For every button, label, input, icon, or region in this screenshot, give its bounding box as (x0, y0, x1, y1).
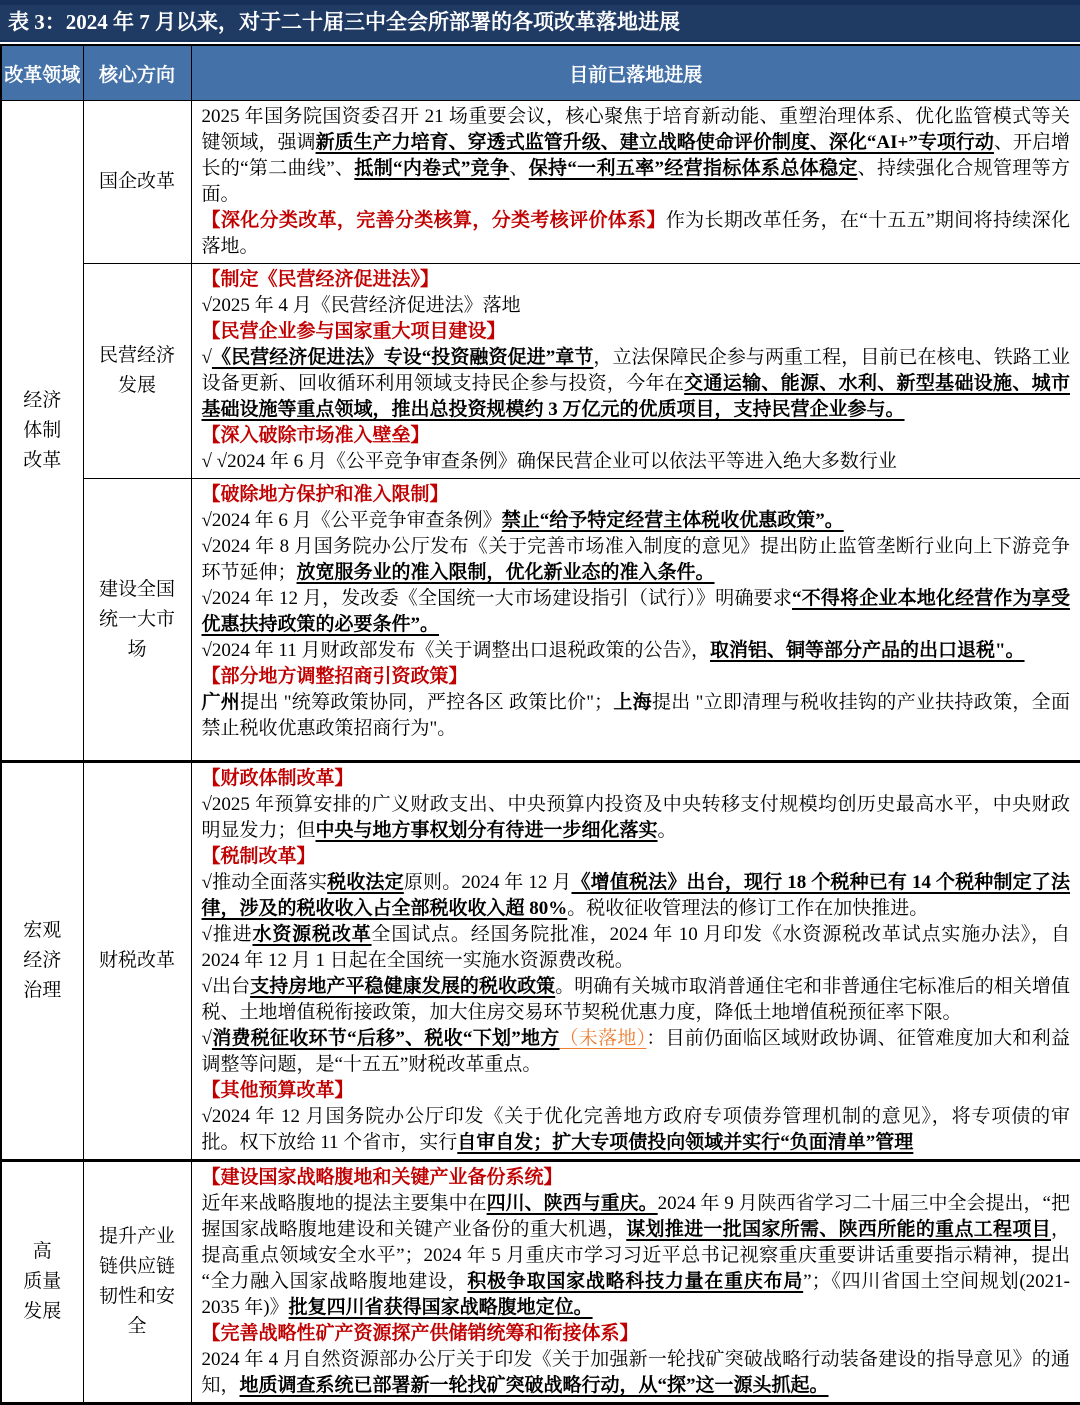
body-text: 。 (657, 820, 677, 841)
red-bracket-heading: 【税制改革】 (201, 846, 316, 867)
progress-paragraph (202, 319, 1071, 345)
emphasis-underline-text: 抵制“内卷式”竞争 (354, 158, 510, 179)
progress-paragraph (202, 482, 1071, 508)
core-direction-cell: 财税改革 (83, 762, 191, 1161)
reform-area-cell: 宏观 经济 治理 (1, 762, 83, 1161)
table-header-row (1, 45, 1080, 101)
emphasis-underline-text: 中央与地方事权划分有待进一步细化落实 (315, 820, 658, 841)
body-text: 。明确有关城市取消普通住宅和非普通住宅标准后的相关增值税、土地增值税衔接政策，加大住房交易环节契税优惠力度，降低土地增值税预征率下限。 (201, 976, 1070, 1023)
emphasis-underline-text: 禁止“给予特定经营主体税收优惠政策”。 (501, 510, 844, 531)
table-row (1, 264, 1080, 479)
progress-paragraph (202, 1347, 1071, 1399)
progress-paragraph (202, 1191, 1071, 1321)
emphasis-underline-text: 保持“一利五率”经营指标体系总体稳定 (528, 158, 858, 179)
progress-paragraph (202, 1026, 1071, 1078)
body-text: √2024 年 12 月，发改委《全国统一大市场建设指引（试行）》明确要求 (201, 588, 792, 609)
bold-text: 上海 (613, 692, 652, 713)
body-text: √2025 年 4 月《民营经济促进法》落地 (201, 295, 521, 316)
reform-area-cell: 经济 体制 改革 (1, 101, 83, 762)
body-text: √ √2024 年 6 月《公平竞争审查条例》确保民营企业可以依法平等进入绝大多数行业 (201, 451, 897, 472)
progress-cell (191, 479, 1080, 762)
body-text: √2024 年 6 月《公平竞争审查条例》 (201, 510, 502, 531)
body-text: 2024 年 4 月自然资源部办公厅关于印发《关于加强新一轮找矿突破战略行动装备建设的指导意见》的通知， (201, 1349, 1070, 1396)
progress-paragraph (202, 844, 1071, 870)
red-bracket-heading: 【深化分类改革，完善分类核算，分类考核评价体系】 (201, 210, 666, 231)
body-text: 、开启增长的“第二曲线”、 (201, 132, 1070, 179)
progress-cell (191, 762, 1080, 1161)
emphasis-underline-text: 交通运输、能源、水利、新型基础设施、城市基础设施等重点领域，推出总投资规模约 3 万亿元的优质项目，支持民营企业参与。 (201, 373, 1070, 420)
body-text: 原则。2024 年 12 月 (403, 872, 572, 893)
table-row (1, 762, 1080, 1161)
red-bracket-heading: 【制定《民营经济促进法》】 (201, 269, 440, 290)
progress-cell (191, 1161, 1080, 1404)
body-text: 2024 年 9 月陕西省学习二十届三中全会提出，“把握国家战略腹地建设和关键产业备份的重大机遇， (201, 1193, 1070, 1240)
emphasis-underline-text: 取消铝、铜等部分产品的出口退税"。 (709, 640, 1025, 661)
progress-paragraph (202, 1104, 1071, 1156)
body-text: √出台 (201, 976, 251, 997)
emphasis-underline-text: 自审自发；扩大专项债投向领域并实行“负面清单”管理 (457, 1132, 914, 1153)
progress-paragraph (202, 293, 1071, 319)
progress-paragraph (202, 534, 1071, 586)
progress-paragraph (202, 792, 1071, 844)
body-text: 提出 "立即清理与税收挂钩的产业扶持政策，全面禁止税收优惠政策招商行为"。 (201, 692, 1070, 739)
body-text: 。税收征收管理法的修订工作在加快推进。 (567, 898, 929, 919)
emphasis-underline-text: 税收法定 (327, 872, 404, 893)
body-text: 作为长期改革任务，在“十五五”期间将持续深化落地。 (201, 210, 1070, 257)
emphasis-underline-text: 谋划推进一批国家所需、陕西所能的重点工程项目 (626, 1219, 1051, 1240)
body-text: 全国试点。经国务院批准，2024 年 10 月印发《水资源税改革试点实施办法》，自 2024 年 12 月 1 日起在全国统一实施水资源费改税。 (201, 924, 1075, 971)
body-text: ，立法保障民企参与两重工程，目前已在核电、铁路工业设备更新、回收循环利用领域支持民企参与投资，今年在 (201, 347, 1070, 394)
table-body (1, 101, 1080, 1404)
emphasis-underline-text: “不得将企业本地化经营作为享受优惠扶持政策的必要条件”。 (201, 588, 1070, 635)
body-text: √2024 年 8 月国务院办公厅发布《关于完善市场准入制度的意见》提出防止监管垄断行业向上下游竞争环节延伸； (201, 536, 1070, 583)
emphasis-underline-text: 消费税征收环节“后移”、税收“下划”地方 (211, 1028, 560, 1049)
progress-paragraph (202, 208, 1071, 260)
body-text: √ (201, 1028, 212, 1049)
progress-paragraph (202, 766, 1071, 792)
reform-progress-table (0, 44, 1080, 1405)
core-direction-cell: 国企改革 (83, 101, 191, 264)
progress-paragraph (202, 345, 1071, 423)
emphasis-underline-text: 积极争取国家战略科技力量在重庆布局 (467, 1271, 804, 1292)
progress-cell (191, 101, 1080, 264)
emphasis-underline-text: 支持房地产平稳健康发展的税收政策 (250, 976, 556, 997)
col-header-progress: 目前已落地进展 (191, 45, 1080, 101)
progress-paragraph (202, 449, 1071, 475)
emphasis-underline-text: 新质生产力培育、穿透式监管升级、建立战略使命评价制度、深化“AI+”专项行动 (315, 132, 994, 153)
red-bracket-heading: 【建设国家战略腹地和关键产业备份系统】 (201, 1167, 563, 1188)
col-header-core-direction: 核心方向 (83, 45, 191, 101)
reform-area-cell: 高 质量 发展 (1, 1161, 83, 1404)
emphasis-underline-text: 批复四川省获得国家战略腹地定位。 (288, 1297, 593, 1318)
table-row (1, 1161, 1080, 1404)
table-row (1, 101, 1080, 264)
red-bracket-heading: 【民营企业参与国家重大项目建设】 (201, 321, 506, 342)
progress-paragraph (202, 1321, 1071, 1347)
red-bracket-heading: 【其他预算改革】 (201, 1080, 354, 1101)
core-direction-cell: 民营经济 发展 (83, 264, 191, 479)
body-text: √2024 年 12 月国务院办公厅印发《关于优化完善地方政府专项债券管理机制的意见》，将专项债的审批。权下放给 11 个省市，实行 (201, 1106, 1070, 1153)
body-text: 提出 "统筹政策协同，严控各区 政策比价"； (240, 692, 614, 713)
core-direction-cell: 建设全国 统一大市 场 (83, 479, 191, 762)
body-text: 近年来战略腹地的提法主要集中在 (201, 1193, 487, 1214)
body-text: √2024 年 11 月财政部发布《关于调整出口退税政策的公告》， (201, 640, 710, 661)
progress-paragraph (202, 638, 1071, 664)
progress-cell (191, 264, 1080, 479)
col-header-reform-area: 改革领域 (1, 45, 83, 101)
progress-paragraph (201, 922, 1075, 974)
emphasis-underline-text: 《增值税法》出台，现行 18 个税种已有 14 个税种制定了法律，涉及的税收收入占全部税收收入超 80% (201, 872, 1070, 919)
body-text: √ (201, 347, 212, 368)
progress-paragraph (202, 974, 1071, 1026)
body-text: 2025 年国务院国资委召开 21 场重要会议，核心聚焦于培育新动能、重塑治理体系、优化监管模式等关键领域，强调 (201, 106, 1070, 153)
red-bracket-heading: 【破除地方保护和准入限制】 (201, 484, 449, 505)
progress-paragraph (202, 1165, 1071, 1191)
progress-paragraph (202, 586, 1071, 638)
red-bracket-heading: 【财政体制改革】 (201, 768, 354, 789)
core-direction-cell: 提升产业 链供应链 韧性和安 全 (83, 1161, 191, 1404)
progress-paragraph (202, 664, 1071, 690)
progress-paragraph (202, 690, 1071, 742)
progress-paragraph (202, 508, 1071, 534)
body-text: √推动全面落实 (201, 872, 328, 893)
red-bracket-heading: 【部分地方调整招商引资政策】 (201, 666, 468, 687)
emphasis-underline-text: 放宽服务业的准入限制，优化新业态的准入条件。 (296, 562, 715, 583)
red-bracket-heading: 【完善战略性矿产资源探产供储销统筹和衔接体系】 (201, 1323, 639, 1344)
not-implemented-tag: （未落地） (559, 1028, 647, 1049)
body-text: 、 (509, 158, 529, 179)
progress-paragraph (202, 1078, 1071, 1104)
progress-paragraph (202, 423, 1071, 449)
body-text: ，提高重点领域安全水平”；2024 年 5 月重庆市学习习近平总书记视察重庆重要讲话重要指示精神，提出“全力融入国家战略腹地建设， (201, 1219, 1070, 1292)
progress-paragraph (202, 104, 1071, 208)
red-bracket-heading: 【深入破除市场准入壁垒】 (201, 425, 430, 446)
body-text: √2025 年预算安排的广义财政支出、中央预算内投资及中央转移支付规模均创历史最高水平，中央财政明显发力；但 (201, 794, 1070, 841)
progress-paragraph (202, 870, 1071, 922)
emphasis-underline-text: 《民营经济促进法》专设“投资融资促进”章节 (211, 347, 594, 368)
bold-text: 广州 (201, 692, 241, 713)
body-text: ：目前仍面临区域财政协调、征管难度加大和利益调整等问题，是“十五五”财税改革重点。 (201, 1028, 1070, 1075)
body-text: 、持续强化合规管理等方面。 (201, 158, 1070, 205)
emphasis-underline-text: 地质调查系统已部署新一轮找矿突破战略行动，从“探”这一源头抓起。 (239, 1375, 829, 1396)
emphasis-underline-text: 水资源税改革 (252, 924, 372, 945)
progress-paragraph (202, 267, 1071, 293)
body-text: √推进 (201, 924, 253, 945)
body-text: ”；《四川省国土空间规划(2021-2035 年)》 (201, 1271, 1070, 1318)
emphasis-underline-text: 四川、陕西与重庆。 (486, 1193, 658, 1214)
table-title: 表 3：2024 年 7 月以来，对于二十届三中全会所部署的各项改革落地进展 (0, 0, 1080, 42)
table-row (1, 479, 1080, 762)
